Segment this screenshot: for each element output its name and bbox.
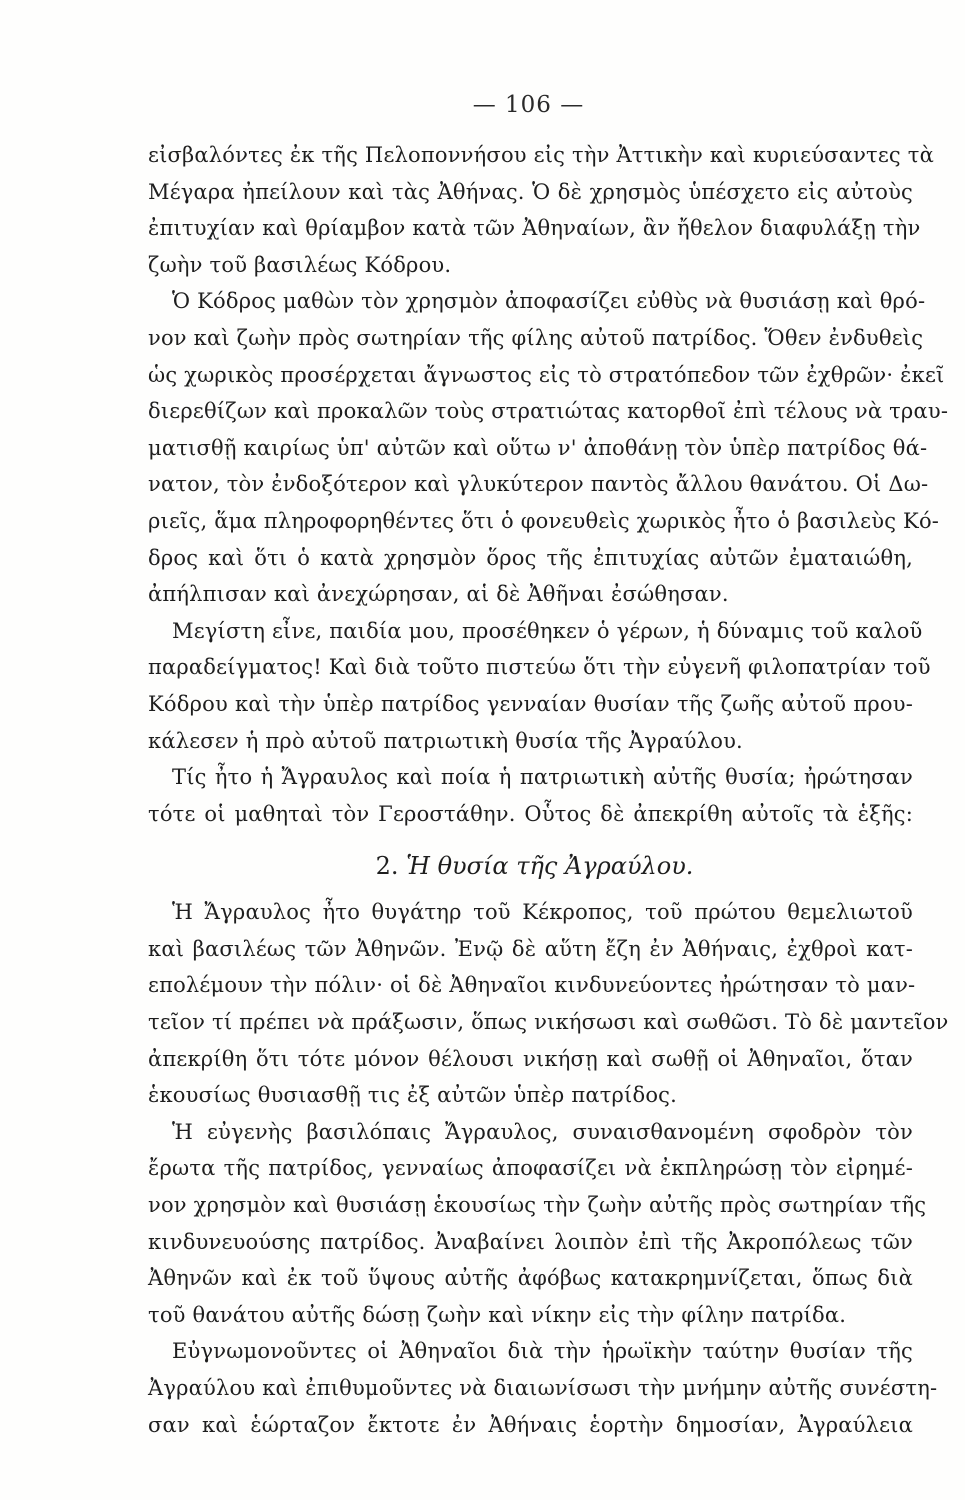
text-line: επολέμουν τὴν πόλιν· οἱ δὲ Ἀθηναῖοι κινδυνεύοντες ἠρώτησαν τὸ μαν-: [148, 973, 916, 998]
text-line: Ἡ εὐγενὴς βασιλόπαις Ἄγραυλος, συναισθανομένη σφοδρὸν τὸν: [172, 1119, 913, 1144]
text-line: Ἡ Ἄγραυλος ἦτο θυγάτηρ τοῦ Κέκροπος, τοῦ πρώτου θεμελιωτοῦ: [172, 900, 913, 925]
text-line: δρος καὶ ὅτι ὁ κατὰ χρησμὸν ὅρος τῆς ἐπιτυχίας αὐτῶν ἐματαιώθη,: [148, 545, 913, 570]
text-line: Ἀγραύλου καὶ ἐπιθυμοῦντες νὰ διαιωνίσωσι τὴν μνήμην αὐτῆς συνέστη-: [148, 1376, 938, 1400]
text-line: Μέγαρα ἠπείλουν καὶ τὰς Ἀθήνας. Ὁ δὲ χρησμὸς ὑπέσχετο εἰς αὐτοὺς: [148, 179, 913, 204]
text-line: τεῖον τί πρέπει νὰ πράξωσιν, ὅπως νικήσωσι καὶ σωθῶσι. Τὸ δὲ μαντεῖον: [148, 1010, 949, 1035]
text-line: ἑκουσίως θυσιασθῇ τις ἐξ αὐτῶν ὑπὲρ πατρίδος.: [148, 1083, 678, 1108]
text-line: Ἀθηνῶν καὶ ἐκ τοῦ ὕψους αὐτῆς ἀφόβως κατακρημνίζεται, ὅπως διὰ: [148, 1266, 913, 1291]
section-number: 2.: [375, 852, 399, 881]
text-line: Τίς ἦτο ἡ Ἄγραυλος καὶ ποία ἡ πατριωτικὴ αὐτῆς θυσία; ἠρώτησαν: [172, 765, 913, 790]
text-line: ὡς χωρικὸς προσέρχεται ἄγνωστος εἰς τὸ στρατόπεδον τῶν ἐχθρῶν· ἐκεῖ: [148, 362, 945, 387]
text-line: εἰσβαλόντες ἐκ τῆς Πελοποννήσου εἰς τὴν Ἀττικὴν καὶ κυριεύσαντες τὰ: [148, 143, 934, 167]
text-line: ἀπεκρίθη ὅτι τότε μόνον θέλουσι νικήσῃ καὶ σωθῇ οἱ Ἀθηναῖοι, ὅταν: [148, 1046, 913, 1071]
text-line: διερεθίζων καὶ προκαλῶν τοὺς στρατιώτας κατορθοῖ ἐπὶ τέλους νὰ τραυ-: [148, 399, 949, 424]
text-line: Κόδρου καὶ τὴν ὑπὲρ πατρίδος γενναίαν θυσίαν τῆς ζωῆς αὐτοῦ πρου-: [148, 691, 913, 716]
text-line: σαν καὶ ἑώρταζον ἔκτοτε ἐν Ἀθήναις ἑορτὴν δημοσίαν, Ἀγραύλεια: [148, 1412, 913, 1437]
text-line: παραδείγματος! Καὶ διὰ τοῦτο πιστεύω ὅτι τὴν εὐγενῆ φιλοπατρίαν τοῦ: [148, 655, 931, 680]
body-text: [148, 137, 949, 1443]
text-line: ἔρωτα τῆς πατρίδος, γενναίως ἀποφασίζει νὰ ἐκπληρώσῃ τὸν εἰρημέ-: [148, 1156, 913, 1181]
text-line: νον χρησμὸν καὶ θυσιάσῃ ἑκουσίως τὴν ζωὴν αὐτῆς πρὸς σωτηρίαν τῆς: [148, 1193, 927, 1218]
section-title: Ἡ θυσία τῆς Ἀγραύλου.: [406, 852, 694, 881]
text-line: νον καὶ ζωὴν πρὸς σωτηρίαν τῆς φίλης αὐτοῦ πατρίδος. Ὅθεν ἐνδυθεὶς: [148, 325, 924, 350]
text-line: Εὐγνωμονοῦντες οἱ Ἀθηναῖοι διὰ τὴν ἡρωϊκὴν ταύτην θυσίαν τῆς: [172, 1339, 913, 1364]
text-line: Μεγίστη εἶνε, παιδία μου, προσέθηκεν ὁ γέρων, ἡ δύναμις τοῦ καλοῦ: [172, 618, 923, 643]
text-line: ματισθῇ καιρίως ὑπ' αὐτῶν καὶ οὕτω ν' ἀποθάνῃ τὸν ὑπὲρ πατρίδος θά-: [148, 435, 928, 460]
page-number: — 106 —: [472, 92, 585, 118]
text-line: τότε οἱ μαθηταὶ τὸν Γεροστάθην. Οὗτος δὲ ἀπεκρίθη αὐτοῖς τὰ ἑξῆς:: [148, 801, 913, 826]
text-line: ριεῖς, ἅμα πληροφορηθέντες ὅτι ὁ φονευθεὶς χωρικὸς ἦτο ὁ βασιλεὺς Κό-: [148, 508, 940, 533]
text-line: τοῦ θανάτου αὐτῆς δώσῃ ζωὴν καὶ νίκην εἰς τὴν φίλην πατρίδα.: [148, 1302, 847, 1327]
text-line: ἐπιτυχίαν καὶ θρίαμβον κατὰ τῶν Ἀθηναίων, ἂν ἤθελον διαφυλάξῃ τὴν: [148, 216, 921, 241]
text-line: Ὁ Κόδρος μαθὼν τὸν χρησμὸν ἀποφασίζει εὐθὺς νὰ θυσιάσῃ καὶ θρό-: [172, 289, 926, 314]
text-line: ἀπήλπισαν καὶ ἀνεχώρησαν, αἱ δὲ Ἀθῆναι ἐσώθησαν.: [148, 582, 729, 607]
text-line: κάλεσεν ἡ πρὸ αὐτοῦ πατριωτικὴ θυσία τῆς Ἀγραύλου.: [148, 728, 743, 753]
text-line: καὶ βασιλέως τῶν Ἀθηνῶν. Ἐνῷ δὲ αὕτη ἔζη ἐν Ἀθήναις, ἐχθροὶ κατ-: [148, 936, 913, 961]
text-line: κινδυνευούσης πατρίδος. Ἀναβαίνει λοιπὸν ἐπὶ τῆς Ἀκροπόλεως τῶν: [148, 1229, 913, 1254]
text-line: ζωὴν τοῦ βασιλέως Κόδρου.: [148, 252, 452, 277]
section-heading: [148, 840, 913, 892]
text-line: νατον, τὸν ἐνδοξότερον καὶ γλυκύτερον παντὸς ἄλλου θανάτου. Οἱ Δω-: [148, 472, 929, 497]
